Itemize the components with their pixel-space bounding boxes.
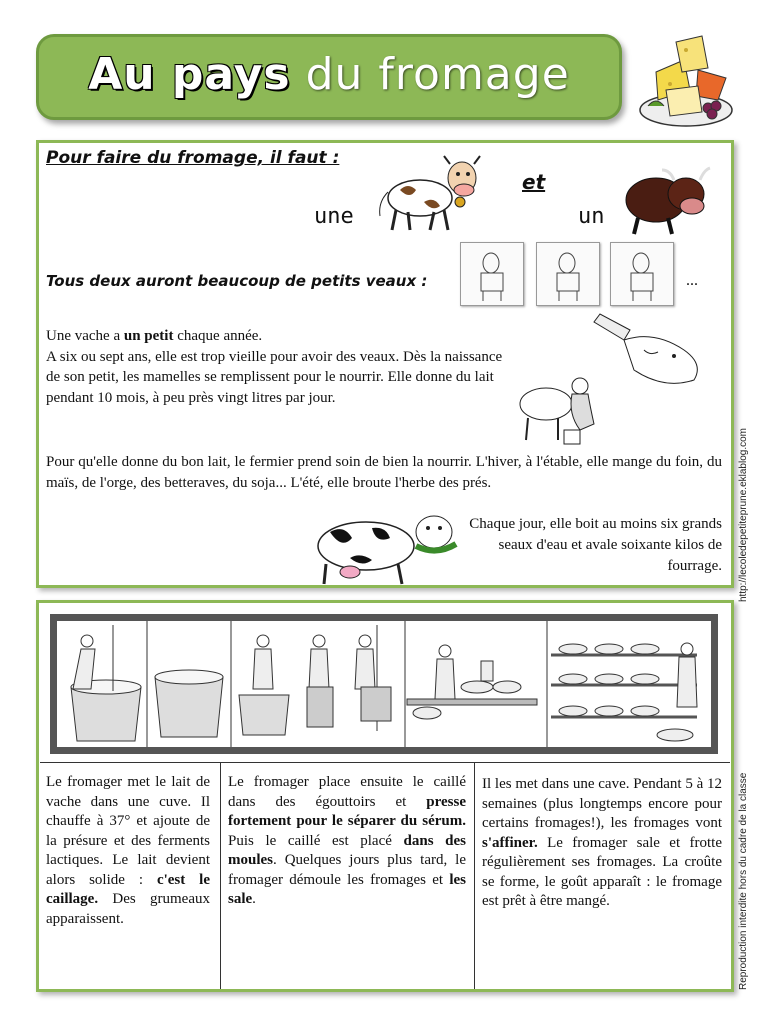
bull-illustration <box>620 156 712 238</box>
word-une: une <box>314 204 354 229</box>
blog-url: http://lecoledepetiteprune.eklablog.com <box>738 427 749 602</box>
grazing-cow-illustration <box>310 502 460 586</box>
water-paragraph: Chaque jour, elle boit au moins six grands seaux d'eau et avale soixante kilos de fourrage. <box>469 516 722 574</box>
word-et: et <box>522 170 546 194</box>
cheese-plate-illustration <box>636 30 736 130</box>
word-un: un <box>578 204 605 229</box>
steps-text-table <box>40 762 730 989</box>
step-ripening-text: Il les met dans une cave. Pendant 5 à 12 semaines (plus longtemps encore pour certains fromages!), les fromages vont s'affiner. Le fromager sale et frotte régulièrement ses fromages. La croûte se forme, le goût apparaît : le fromage est prêt à être mangé. <box>482 776 722 909</box>
title-part-1: Au pays <box>88 49 291 100</box>
feeding-paragraph: Pour qu'elle donne du bon lait, le fermier prend soin de bien la nourrir. L'hiver, à l'étable, elle mange du foin, du maïs, de l'orge, des betteraves, du soja... L'été, elle broute l'herbe des prés. <box>46 454 722 491</box>
calf-picture-3 <box>610 242 674 306</box>
title-part-2: du fromage <box>305 49 570 100</box>
milk-paragraph: Une vache a un petit chaque année. A six ou sept ans, elle est trop vieille pour avoir des veaux. Dès la naissance de son petit, les mamelles se remplissent pour le nourrir. Elle donne du lait pendant 10 mois, à peu près vingt litres par jour. <box>46 328 503 406</box>
cheese-making-illustration-strip <box>50 614 718 754</box>
column-divider <box>474 763 475 989</box>
calf-picture-2 <box>536 242 600 306</box>
page-title <box>39 49 619 100</box>
title-banner <box>36 34 622 120</box>
copyright-notice: Reproduction interdite hors du cadre de la classe <box>738 772 749 990</box>
cow-illustration <box>372 152 484 234</box>
column-divider <box>220 763 221 989</box>
calf-picture-1 <box>460 242 524 306</box>
panel-heading: Pour faire du fromage, il faut : <box>46 148 340 168</box>
step-draining-text: Le fromager place ensuite le caillé dans des égouttoirs et presse fortement pour le séparer du sérum. Puis le caillé est placé dans des moules. Quelques jours plus tard, le fromager démoule les fromages et les sale. <box>228 774 467 907</box>
calves-line: Tous deux auront beaucoup de petits veaux : <box>46 272 428 290</box>
calf-bottle-feeding-illustration <box>584 310 714 394</box>
step-curdling-text: Le fromager met le lait de vache dans une cuve. Il chauffe à 37° et ajoute de la présure et des ferments lactiques. Le lait devient alors solide : c'est le caillage. Des grumeaux apparaissent. <box>46 774 211 927</box>
calves-ellipsis: ... <box>686 272 698 289</box>
milking-illustration <box>516 364 602 450</box>
